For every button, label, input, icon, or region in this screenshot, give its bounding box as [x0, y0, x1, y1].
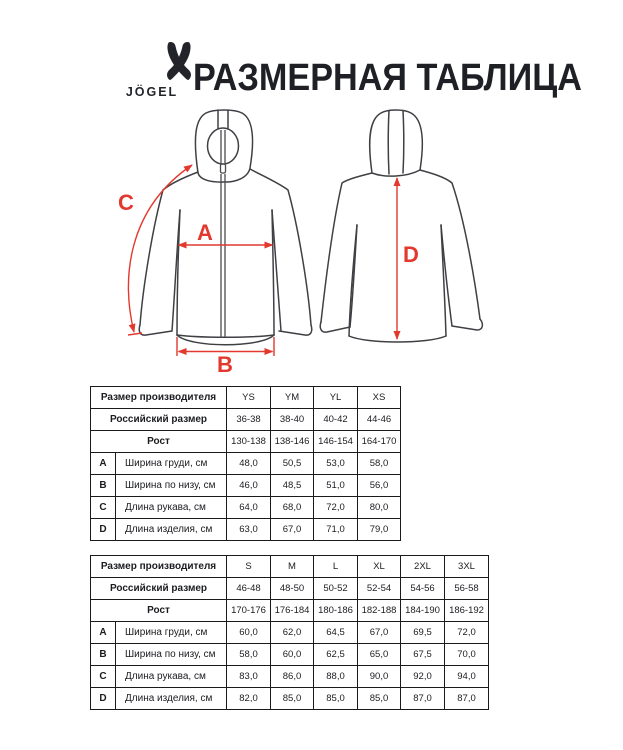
- value-cell: 53,0: [314, 453, 358, 475]
- value-cell: 50,5: [271, 453, 314, 475]
- page-title: РАЗМЕРНАЯ ТАБЛИЦА: [193, 57, 582, 99]
- value-cell: 94,0: [445, 666, 489, 688]
- header-cell: Рост: [91, 600, 227, 622]
- value-cell: 85,0: [271, 688, 314, 710]
- value-cell: 146-154: [314, 431, 358, 453]
- value-cell: 62,0: [271, 622, 314, 644]
- value-cell: 67,0: [358, 622, 401, 644]
- measure-name-cell: Длина рукава, см: [116, 497, 227, 519]
- value-cell: 71,0: [314, 519, 358, 541]
- value-cell: 62,5: [314, 644, 358, 666]
- measure-name-cell: Длина рукава, см: [116, 666, 227, 688]
- value-cell: 38-40: [271, 409, 314, 431]
- russian-size-row: [91, 409, 401, 431]
- front-body-left: [177, 210, 180, 335]
- value-cell: 64,0: [227, 497, 271, 519]
- size-code-cell: 2XL: [401, 556, 445, 578]
- value-cell: 80,0: [358, 497, 401, 519]
- header-cell: Рост: [91, 431, 227, 453]
- value-cell: 82,0: [227, 688, 271, 710]
- value-cell: 90,0: [358, 666, 401, 688]
- value-cell: 87,0: [445, 688, 489, 710]
- measure-row-b: [91, 475, 401, 497]
- letter-cell: D: [91, 519, 116, 541]
- header-cell: Российский размер: [91, 578, 227, 600]
- measure-c-arc: [128, 165, 192, 332]
- value-cell: 92,0: [401, 666, 445, 688]
- measure-row-d: [91, 519, 401, 541]
- value-cell: 88,0: [314, 666, 358, 688]
- measure-row-b: [91, 644, 489, 666]
- value-cell: 184-190: [401, 600, 445, 622]
- value-cell: 72,0: [314, 497, 358, 519]
- measure-row-d: [91, 688, 489, 710]
- value-cell: 67,5: [401, 644, 445, 666]
- jacket-front-view: [105, 106, 320, 376]
- measure-name-cell: Ширина груди, см: [116, 622, 227, 644]
- value-cell: 138-146: [271, 431, 314, 453]
- measure-name-cell: Ширина по низу, см: [116, 644, 227, 666]
- measure-name-cell: Ширина груди, см: [116, 453, 227, 475]
- value-cell: 54-56: [401, 578, 445, 600]
- value-cell: 164-170: [358, 431, 401, 453]
- jogel-logo-text: JÖGEL: [125, 85, 179, 99]
- letter-cell: A: [91, 453, 116, 475]
- size-code-cell: XS: [358, 387, 401, 409]
- header-cell: Размер производителя: [91, 556, 227, 578]
- measure-name-cell: Длина изделия, см: [116, 519, 227, 541]
- value-cell: 36-38: [227, 409, 271, 431]
- front-right-cuff: [279, 325, 312, 335]
- back-right-sleeve-inner: [441, 225, 452, 326]
- value-cell: 85,0: [314, 688, 358, 710]
- header-cell: Российский размер: [91, 409, 227, 431]
- size-code-cell: YL: [314, 387, 358, 409]
- value-cell: 186-192: [445, 600, 489, 622]
- value-cell: 56-58: [445, 578, 489, 600]
- size-code-cell: YM: [271, 387, 314, 409]
- measure-row-a: [91, 622, 489, 644]
- value-cell: 56,0: [358, 475, 401, 497]
- value-cell: 51,0: [314, 475, 358, 497]
- size-code-cell: S: [227, 556, 271, 578]
- value-cell: 48,5: [271, 475, 314, 497]
- value-cell: 60,0: [271, 644, 314, 666]
- value-cell: 83,0: [227, 666, 271, 688]
- size-code-cell: XL: [358, 556, 401, 578]
- manufacturer-size-row: [91, 556, 489, 578]
- value-cell: 182-188: [358, 600, 401, 622]
- value-cell: 48-50: [271, 578, 314, 600]
- value-cell: 130-138: [227, 431, 271, 453]
- jacket-back-view: [315, 106, 490, 353]
- letter-cell: B: [91, 644, 116, 666]
- value-cell: 170-176: [227, 600, 271, 622]
- back-right-sleeve-shoulder: [420, 170, 480, 319]
- letter-cell: A: [91, 622, 116, 644]
- back-right-cuff: [452, 319, 482, 330]
- value-cell: 67,0: [271, 519, 314, 541]
- size-table-adult: [90, 555, 489, 710]
- back-body-right: [441, 225, 446, 336]
- header-cell: Размер производителя: [91, 387, 227, 409]
- front-hood-outline: [195, 110, 252, 182]
- measure-name-cell: Ширина по низу, см: [116, 475, 227, 497]
- value-cell: 87,0: [401, 688, 445, 710]
- height-row: [91, 600, 489, 622]
- measure-d-label: D: [403, 242, 419, 267]
- measure-name-cell: Длина изделия, см: [116, 688, 227, 710]
- measure-row-c: [91, 497, 401, 519]
- value-cell: 69,5: [401, 622, 445, 644]
- value-cell: 68,0: [271, 497, 314, 519]
- size-code-cell: L: [314, 556, 358, 578]
- jogel-logo-icon: [163, 41, 195, 82]
- value-cell: 180-186: [314, 600, 358, 622]
- value-cell: 48,0: [227, 453, 271, 475]
- value-cell: 44-46: [358, 409, 401, 431]
- value-cell: 65,0: [358, 644, 401, 666]
- size-code-cell: YS: [227, 387, 271, 409]
- value-cell: 58,0: [358, 453, 401, 475]
- value-cell: 63,0: [227, 519, 271, 541]
- value-cell: 50-52: [314, 578, 358, 600]
- size-code-cell: 3XL: [445, 556, 489, 578]
- measure-row-a: [91, 453, 401, 475]
- value-cell: 60,0: [227, 622, 271, 644]
- value-cell: 40-42: [314, 409, 358, 431]
- front-left-shoulder-sleeve: [140, 172, 198, 325]
- measure-c-tick: [128, 333, 142, 335]
- height-row: [91, 431, 401, 453]
- value-cell: 46,0: [227, 475, 271, 497]
- russian-size-row: [91, 578, 489, 600]
- value-cell: 52-54: [358, 578, 401, 600]
- front-left-cuff: [139, 325, 172, 335]
- letter-cell: D: [91, 688, 116, 710]
- value-cell: 58,0: [227, 644, 271, 666]
- back-hood-outline: [370, 110, 423, 176]
- letter-cell: B: [91, 475, 116, 497]
- size-table-youth: [90, 386, 401, 541]
- value-cell: 46-48: [227, 578, 271, 600]
- measure-row-c: [91, 666, 489, 688]
- value-cell: 70,0: [445, 644, 489, 666]
- value-cell: 64,5: [314, 622, 358, 644]
- value-cell: 86,0: [271, 666, 314, 688]
- manufacturer-size-row: [91, 387, 401, 409]
- letter-cell: C: [91, 497, 116, 519]
- back-left-cuff: [320, 322, 350, 332]
- value-cell: 79,0: [358, 519, 401, 541]
- value-cell: 85,0: [358, 688, 401, 710]
- letter-cell: C: [91, 666, 116, 688]
- front-right-sleeve-shoulder: [250, 169, 311, 325]
- value-cell: 176-184: [271, 600, 314, 622]
- measure-a-label: A: [197, 220, 213, 245]
- back-left-shoulder-sleeve: [321, 173, 372, 322]
- size-code-cell: M: [271, 556, 314, 578]
- measure-c-label: C: [118, 190, 134, 215]
- measure-b-label: B: [217, 352, 233, 376]
- value-cell: 72,0: [445, 622, 489, 644]
